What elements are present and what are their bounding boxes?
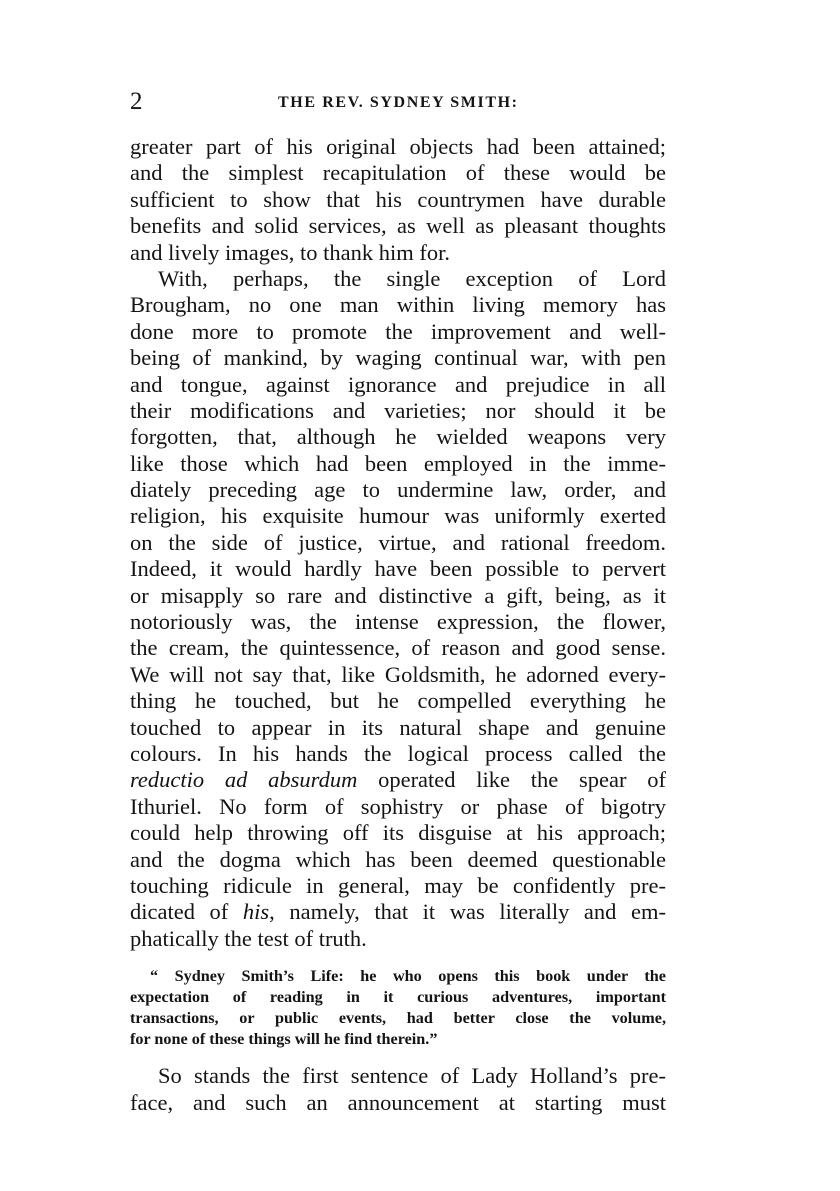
page-number: 2 [130, 88, 143, 115]
quote-line: “ Sydney Smith’s Life: he who opens this book under the [150, 967, 666, 986]
text-line: and the simplest recapitulation of these would be [130, 160, 666, 186]
text-line: and lively images, to thank him for. [130, 239, 450, 265]
text-line: sufficient to show that his countrymen have durable [130, 186, 666, 212]
text-line: forgotten, that, although he wielded weapons very [130, 424, 666, 450]
text-line: on the side of justice, virtue, and rational freedom. [130, 529, 666, 555]
text-line: Ithuriel. No form of sophistry or phase of bigotry [130, 793, 666, 819]
quote-line: for none of these things will he find therein.” [130, 1029, 438, 1048]
paragraph-3 [130, 1063, 666, 1116]
quote-line: expectation of reading in it curious adventures, important [130, 987, 666, 1006]
text-line: done more to promote the improvement and well- [130, 318, 666, 344]
text-run: dicated of [130, 899, 243, 925]
quote-line: transactions, or public events, had better close the volume, [130, 1008, 666, 1027]
text-line: face, and such an announcement at starting must [130, 1089, 666, 1115]
text-line-italic [130, 767, 666, 793]
paragraph-2 [130, 266, 666, 952]
text-line: touching ridicule in general, may be confidently pre- [130, 872, 666, 898]
text-line: benefits and solid services, as well as pleasant thoughts [130, 213, 666, 239]
text-line: So stands the first sentence of Lady Holland’s pre- [158, 1063, 666, 1089]
block-quote [130, 966, 666, 1049]
text-line: phatically the test of truth. [130, 925, 367, 951]
text-run: operated like the spear of [357, 767, 666, 793]
text-line: Indeed, it would hardly have been possible to pervert [130, 556, 666, 582]
text-line: colours. In his hands the logical process called the [130, 740, 666, 766]
text-line: and tongue, against ignorance and prejudice in all [130, 371, 666, 397]
text-line: With, perhaps, the single exception of Lord [158, 265, 666, 291]
text-line: the cream, the quintessence, of reason and good sense. [130, 635, 666, 661]
text-line: their modifications and varieties; nor should it be [130, 397, 666, 423]
text-line: could help throwing off its disguise at his approach; [130, 820, 666, 846]
text-line: Brougham, no one man within living memory has [130, 292, 666, 318]
text-line: being of mankind, by waging continual war, with pen [130, 345, 666, 371]
page-header [130, 88, 666, 116]
text-line: We will not say that, like Goldsmith, he adorned every- [130, 661, 666, 687]
body-text [130, 134, 666, 1116]
text-line: notoriously was, the intense expression, the flower, [130, 609, 666, 635]
text-line: or misapply so rare and distinctive a gift, being, as it [130, 582, 666, 608]
text-line-italic [130, 899, 666, 925]
text-line: diately preceding age to undermine law, order, and [130, 477, 666, 503]
text-line: religion, his exquisite humour was uniformly exerted [130, 503, 666, 529]
text-run: , namely, that it was literally and em- [269, 899, 666, 925]
running-head: THE REV. SYDNEY SMITH: [278, 94, 519, 111]
text-line: and the dogma which has been deemed questionable [130, 846, 666, 872]
italic-word: his [242, 899, 270, 925]
text-line: thing he touched, but he compelled everything he [130, 688, 666, 714]
paragraph-1 [130, 134, 666, 266]
italic-phrase: reductio ad absurdum [130, 767, 358, 793]
text-line: touched to appear in its natural shape and genuine [130, 714, 666, 740]
text-line: like those which had been employed in the imme- [130, 450, 666, 476]
text-line: greater part of his original objects had been attained; [130, 134, 666, 159]
